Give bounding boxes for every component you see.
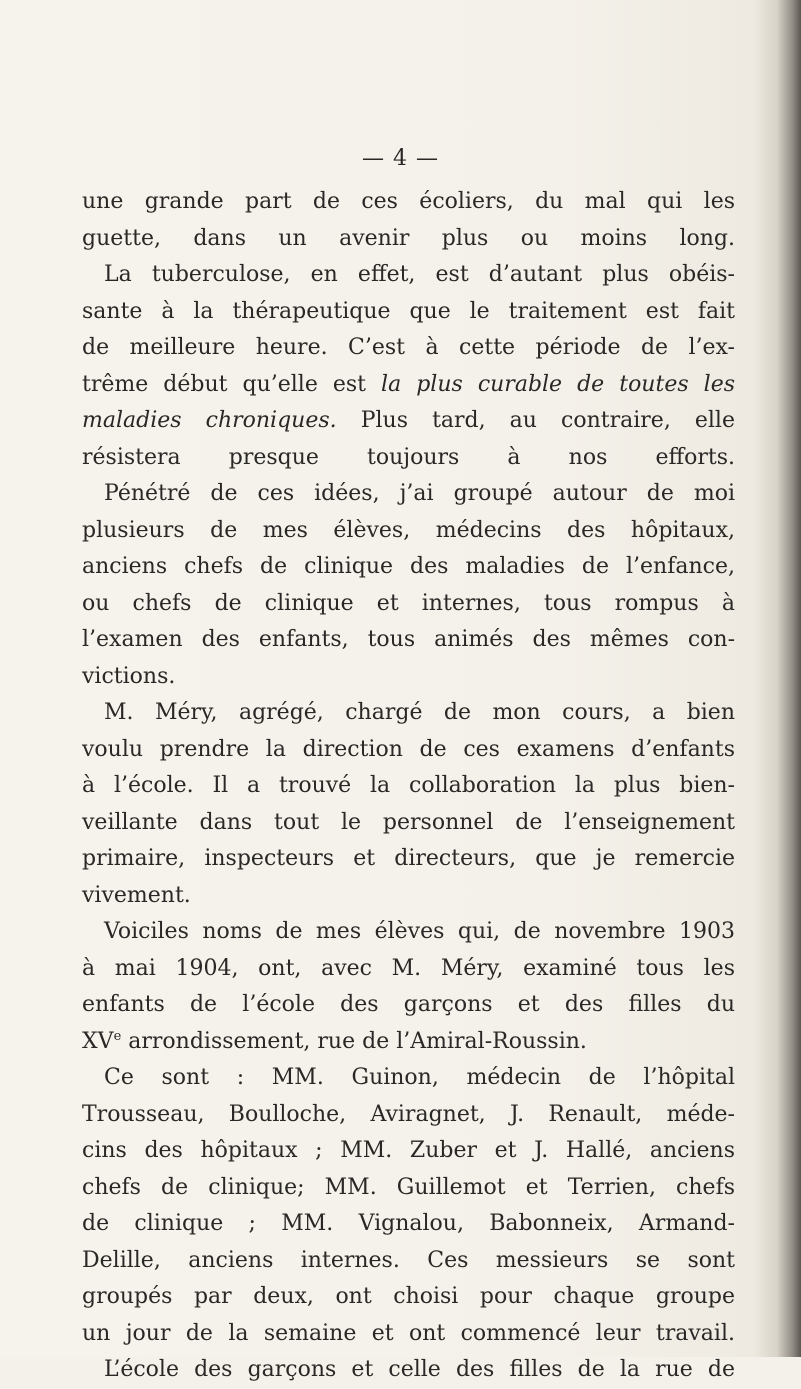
text-line: résistera presque toujours à nos efforts. — [82, 444, 735, 470]
text-line: Trousseau, Boulloche, Aviragnet, J. Renault, méde- — [82, 1101, 735, 1127]
text-line: Ce sont : MM. Guinon, médecin de l’hôpital — [104, 1065, 735, 1090]
text-line: guette, dans un avenir plus ou moins long. — [82, 225, 735, 251]
text-line: groupés par deux, ont choisi pour chaque groupe — [82, 1284, 735, 1309]
text-line: enfants de l’école des garçons et des filles du — [82, 992, 735, 1017]
text-line: à l’école. Il a trouvé la collaboration la plus bien- — [82, 773, 735, 798]
text-line: l’examen des enfants, tous animés des mêmes con- — [82, 627, 735, 652]
text-line: La tuberculose, en effet, est d’autant plus obéis- — [104, 262, 735, 287]
text-line: à mai 1904, ont, avec M. Méry, examiné tous les — [82, 955, 735, 981]
italic-text: maladies chroniques. — [82, 408, 337, 433]
text-line: anciens chefs de clinique des maladies de l’enfance, — [82, 554, 735, 579]
text-line: Delille, anciens internes. Ces messieurs se sont — [82, 1247, 735, 1273]
italic-text: la plus curable de toutes les — [381, 371, 735, 397]
text-line: victions. — [82, 663, 176, 689]
superscript: e — [113, 1028, 122, 1044]
text-line: veillante dans tout le personnel de l’enseignement — [82, 809, 735, 835]
text-line — [82, 1024, 735, 1061]
text-line: chefs de clinique; MM. Guillemot et Terrien, chefs — [82, 1174, 735, 1200]
text-line: L’école des garçons et celle des filles de la rue de — [104, 1357, 735, 1382]
text-line: Voiciles noms de mes élèves qui, de novembre 1903 — [104, 919, 735, 944]
text-segment: arrondissement, rue de l’Amiral-Roussin. — [121, 1028, 587, 1054]
text-line: cins des hôpitaux ; MM. Zuber et J. Hallé, anciens — [82, 1138, 735, 1163]
text-segment: Plus tard, au contraire, elle — [336, 408, 735, 433]
text-segment: trême début qu’elle est — [82, 371, 382, 397]
text-line: de meilleure heure. C’est à cette période de l’ex- — [82, 335, 735, 360]
text-line: Pénétré de ces idées, j’ai groupé autour de moi — [104, 481, 735, 506]
text-line: M. Méry, agrégé, chargé de mon cours, a bien — [104, 700, 735, 725]
text-line: de clinique ; MM. Vignalou, Babonneix, Armand- — [82, 1211, 735, 1236]
text-line: primaire, inspecteurs et directeurs, que je remercie — [82, 846, 735, 871]
text-line: plusieurs de mes élèves, médecins des hôpitaux, — [82, 517, 735, 543]
text-line: ou chefs de clinique et internes, tous rompus à — [82, 590, 735, 616]
text-line: un jour de la semaine et ont commencé leur travail. — [82, 1320, 735, 1346]
text-line — [82, 367, 735, 404]
body-text — [82, 184, 735, 1389]
page-number: — 4 — — [362, 146, 439, 171]
text-line: une grande part de ces écoliers, du mal qui les — [82, 189, 735, 214]
text-line — [82, 403, 735, 440]
text-line: vivement. — [82, 882, 191, 908]
text-line: sante à la thérapeutique que le traitement est fait — [82, 298, 735, 324]
text-line: voulu prendre la direction de ces examens d’enfants — [82, 736, 735, 762]
text-segment: XV — [82, 1028, 114, 1054]
